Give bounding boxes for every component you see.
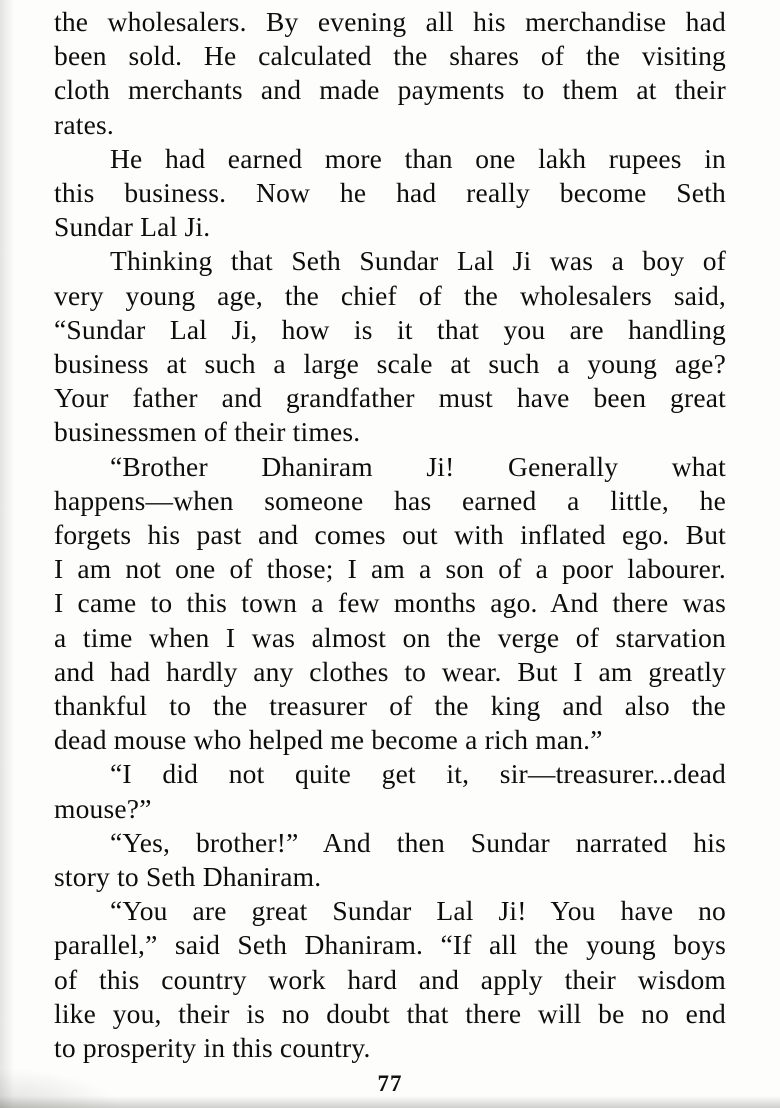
text-line: “You are great Sundar Lal Ji! You have no — [110, 895, 726, 927]
text-line: Thinking that Seth Sundar Lal Ji was a boy of — [110, 245, 726, 277]
text-line: parallel,” said Seth Dhaniram. “If all the young boys — [54, 929, 726, 961]
text-line: mouse?” — [54, 792, 152, 824]
text-line: “I did not quite get it, sir—treasurer...dead — [110, 758, 726, 790]
paragraph — [54, 894, 726, 1065]
text-line: He had earned more than one lakh rupees in — [110, 142, 726, 174]
text-line: to prosperity in this country. — [54, 1032, 371, 1064]
text-line: cloth merchants and made payments to them at their — [54, 74, 726, 106]
paragraph — [54, 826, 726, 894]
text-line: “Brother Dhaniram Ji! Generally what — [110, 450, 726, 482]
text-line: business at such a large scale at such a young age? — [54, 348, 726, 380]
text-line: been sold. He calculated the shares of the visiting — [54, 40, 726, 72]
text-line: I am not one of those; I am a son of a poor labourer. — [54, 553, 726, 585]
text-line: very young age, the chief of the wholesalers said, — [54, 279, 726, 311]
text-line: happens—when someone has earned a little, he — [54, 484, 726, 516]
text-line: “Sundar Lal Ji, how is it that you are handling — [54, 313, 726, 345]
text-line: story to Seth Dhaniram. — [54, 861, 322, 893]
text-line: Your father and grandfather must have been great — [54, 382, 726, 414]
text-line: I came to this town a few months ago. And there was — [54, 587, 726, 619]
paragraph — [54, 244, 726, 449]
paragraph — [54, 757, 726, 825]
page-number: 77 — [377, 1071, 403, 1096]
paragraph — [54, 450, 726, 758]
text-line: dead mouse who helped me become a rich man.” — [54, 724, 603, 756]
text-line: Sundar Lal Ji. — [54, 211, 211, 243]
scan-edge-shadow-bottom — [0, 1096, 780, 1108]
text-line: thankful to the treasurer of the king and also the — [54, 690, 726, 722]
paragraph — [54, 142, 726, 245]
paragraph — [54, 5, 726, 142]
page-body-text — [54, 5, 726, 1065]
text-line: of this country work hard and apply their wisdom — [54, 963, 726, 995]
text-line: this business. Now he had really become Seth — [54, 177, 726, 209]
text-line: and had hardly any clothes to wear. But I am greatly — [54, 655, 726, 687]
text-line: rates. — [54, 108, 114, 140]
text-line: like you, their is no doubt that there will be no end — [54, 997, 726, 1029]
text-line: forgets his past and comes out with inflated ego. But — [54, 519, 726, 551]
text-line: a time when I was almost on the verge of starvation — [54, 621, 726, 653]
text-line: the wholesalers. By evening all his merchandise had — [54, 6, 726, 37]
text-line: “Yes, brother!” And then Sundar narrated his — [110, 826, 726, 858]
text-line: businessmen of their times. — [54, 416, 361, 448]
scan-edge-shadow-left — [0, 0, 14, 1108]
